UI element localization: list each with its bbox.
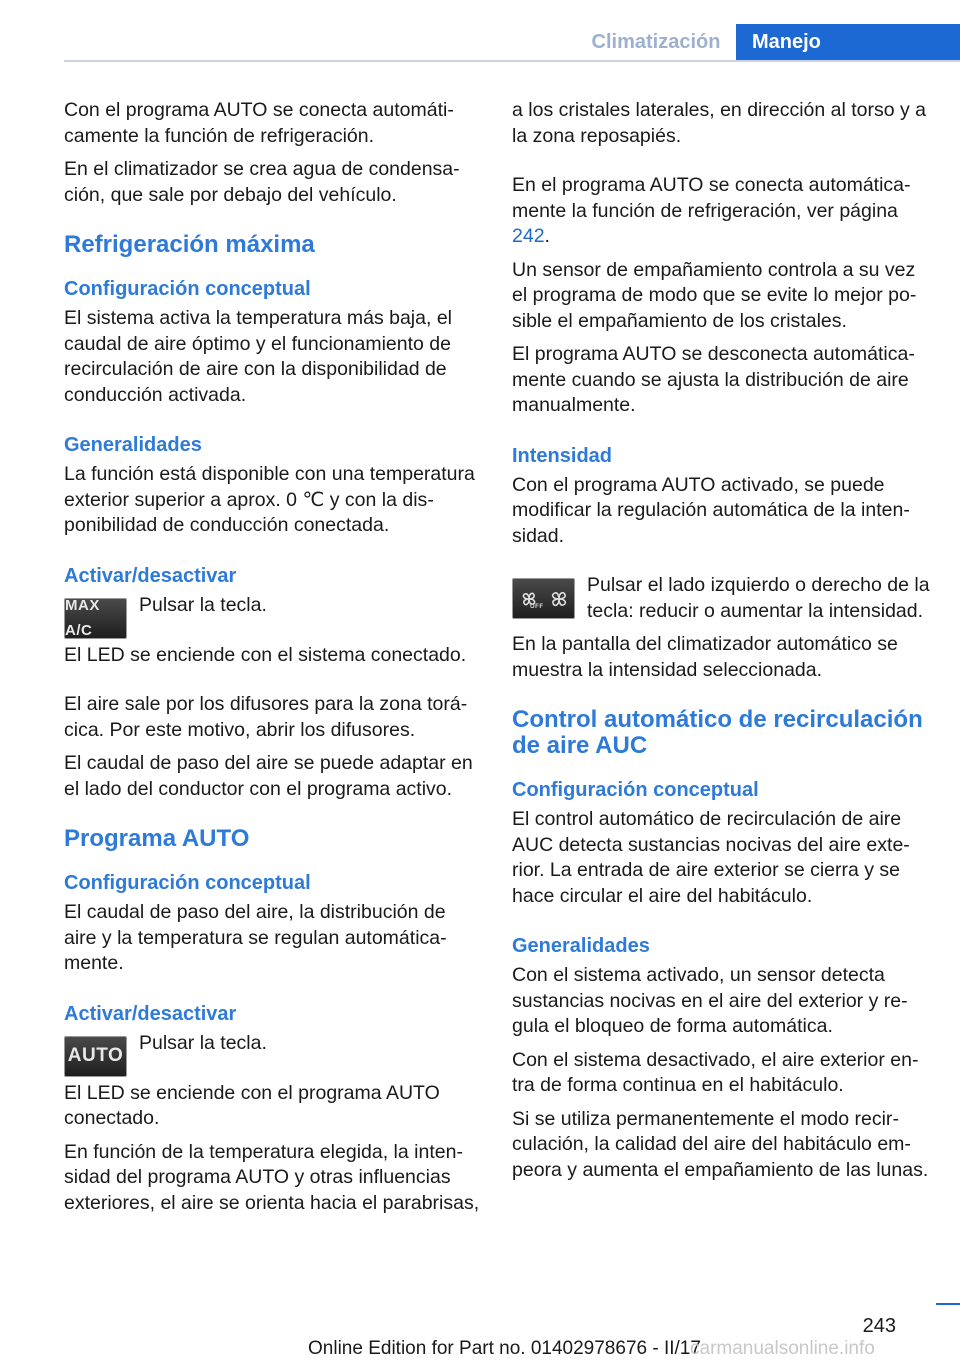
paragraph: En la pantalla del climatizador automático se muestra la intensidad seleccionada. [512,633,898,681]
paragraph-text: En el programa AUTO se conecta automáticamente la función de refrigeración, ver página [512,174,911,222]
paragraph: El LED se enciende con el programa AUTO conectado. [64,1081,440,1129]
heading-auto-program: Programa AUTO [64,825,250,852]
paragraph: El control automático de recirculación de aire AUC detecta sustancias nocivas del aire exterior. La entrada de aire exterior se cierra y se hace circular el aire del habitáculo. [512,808,910,907]
paragraph: El caudal de paso del aire se puede adaptar en el lado del conductor con el programa activo. [64,752,473,800]
right-column [512,98,930,1191]
subheading-activate: Activar/desactivar [64,564,237,587]
header-divider [64,60,960,62]
paragraph: Con el sistema desactivado, el aire exterior entra de forma continua en el habitáculo. [512,1048,919,1096]
subheading-general: Generalidades [512,935,650,957]
page-number: 243 [862,1315,896,1337]
paragraph: Pulsar la tecla. [139,593,267,616]
watermark: carmanualsonline.info [690,1338,875,1359]
paragraph: a los cristales laterales, en dirección al torso y a la zona reposapiés. [512,99,927,147]
auto-button-icon: AUTO [64,1036,127,1077]
paragraph: El LED se enciende con el sistema conectado. [64,643,467,666]
left-column [64,98,482,1224]
edition-note: Online Edition for Part no. 01402978676 - II/17 [308,1338,701,1359]
subheading-concept: Configuración conceptual [64,278,311,300]
heading-max-cooling: Refrigeración máxima [64,231,315,258]
paragraph: Pulsar el lado izquierdo o derecho de la tecla: reducir o aumentar la intensidad. [587,574,930,622]
subheading-concept: Configuración conceptual [512,779,759,801]
paragraph: Con el programa AUTO activado, se puede modificar la regulación automática de la intensidad. [512,473,910,547]
paragraph: El caudal de paso del aire, la distribución de aire y la temperatura se regulan automáticamente. [64,901,447,974]
paragraph: Un sensor de empañamiento controla a su vez el programa de modo que se evite lo mejor posible el empañamiento de los cristales. [512,258,917,332]
subheading-intensity: Intensidad [512,444,613,467]
paragraph-with-link [512,173,930,250]
off-label: OFF [529,603,543,610]
subheading-general: Generalidades [64,434,202,456]
paragraph: En el climatizador se crea agua de condensación, que sale por debajo del vehículo. [64,158,460,206]
paragraph: El aire sale por los difusores para la zona torácica. Por este motivo, abrir los difusores. [64,693,468,741]
fan-low-icon [519,589,543,610]
max-ac-button-icon: MAX A/C [64,598,127,639]
auto-instruction [64,1031,482,1081]
paragraph-text: . [544,225,550,247]
section-tab-climatizacion[interactable]: Climatización [591,31,721,53]
paragraph: Pulsar la tecla. [139,1031,267,1054]
fan-intensity-button-icon [512,578,575,619]
intensity-instruction [512,573,930,624]
max-ac-instruction [64,593,482,643]
paragraph: El programa AUTO se desconecta automáticamente cuando se ajusta la distribución de aire manualmente. [512,343,915,416]
paragraph: La función está disponible con una temperatura exterior superior a aprox. 0 ℃ y con la disponibilidad de conducción conectada. [64,463,475,536]
paragraph: En función de la temperatura elegida, la intensidad del programa AUTO y otras influencias exteriores, el aire se orienta hacia el parabrisas, [64,1140,480,1214]
heading-auc: Control automático de recirculación de aire AUC [512,706,923,759]
fan-high-icon [549,589,569,609]
paragraph: Con el programa AUTO se conecta automáticamente la función de refrigeración. [64,99,454,147]
paragraph: El sistema activa la temperatura más baja, el caudal de aire óptimo y el funcionamiento de recirculación de aire con la disponibilidad de conducción activada. [64,307,453,406]
subheading-concept: Configuración conceptual [64,872,311,894]
page-link[interactable]: 242 [512,225,545,247]
subheading-activate: Activar/desactivar [64,1002,237,1025]
footer-accent-rule [936,1303,960,1305]
paragraph: Si se utiliza permanentemente el modo recirculación, la calidad del aire del habitáculo empeora y aumenta el empañamiento de las lunas. [512,1107,929,1181]
paragraph: Con el sistema activado, un sensor detecta sustancias nocivas en el aire del exterior y regula el bloqueo de forma automática. [512,964,908,1037]
section-tab-manejo[interactable]: Manejo [736,24,960,61]
